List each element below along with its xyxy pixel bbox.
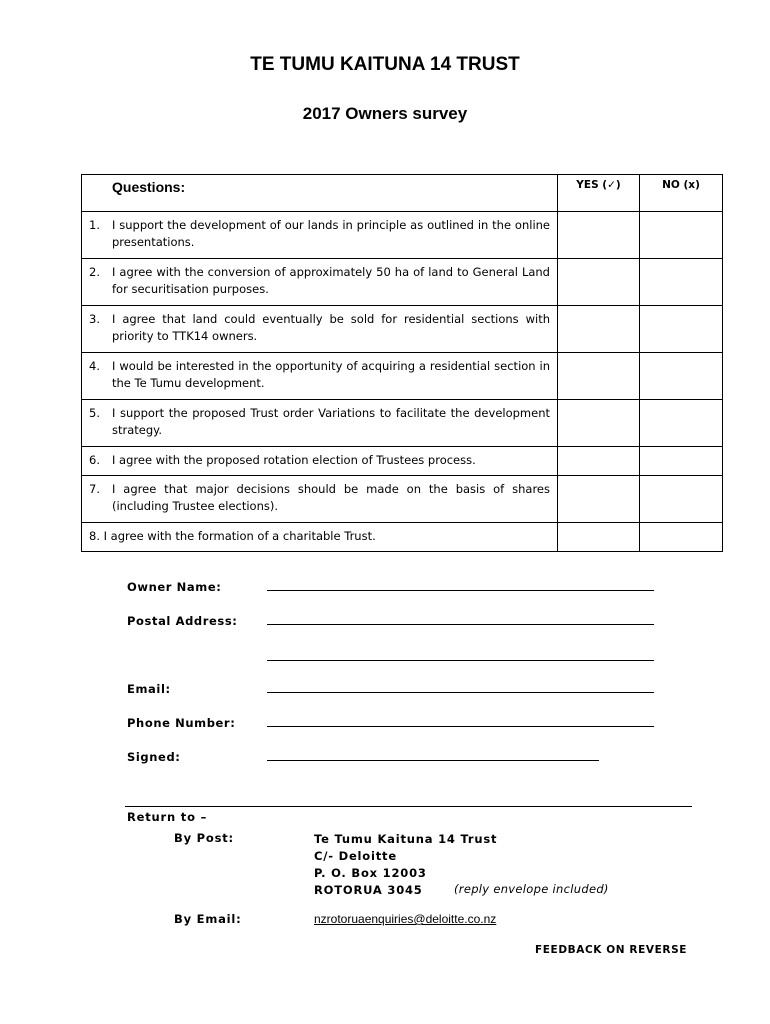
envelope-note: (reply envelope included) [454, 882, 609, 896]
signed-label: Signed: [127, 750, 181, 764]
question-text: I agree with the proposed rotation election of Trustees process. [112, 453, 476, 467]
no-checkbox-cell[interactable] [640, 353, 723, 400]
question-text: I would be interested in the opportunity of acquiring a residential section in the Te Tumu development. [112, 359, 550, 390]
postal-address-row-2 [127, 650, 667, 670]
yes-checkbox-cell[interactable] [558, 259, 640, 306]
yes-checkbox-cell[interactable] [558, 523, 640, 552]
no-checkbox-cell[interactable] [640, 447, 723, 476]
address-line: P. O. Box 12003 [314, 866, 427, 880]
question-text: I agree that land could eventually be sold for residential sections with priority to TTK14 owners. [112, 312, 550, 343]
question-number: 5. [89, 406, 100, 420]
email-field[interactable] [267, 692, 654, 693]
question-text: I agree with the conversion of approximately 50 ha of land to General Land for securitisation purposes. [112, 265, 550, 296]
yes-checkbox-cell[interactable] [558, 306, 640, 353]
phone-field[interactable] [267, 726, 654, 727]
no-checkbox-cell[interactable] [640, 212, 723, 259]
no-checkbox-cell[interactable] [640, 259, 723, 306]
table-row [82, 306, 723, 353]
no-checkbox-cell[interactable] [640, 523, 723, 552]
owner-name-row [127, 580, 667, 600]
feedback-on-reverse: FEEDBACK ON REVERSE [535, 944, 688, 956]
table-row [82, 212, 723, 259]
divider [125, 806, 692, 807]
question-number: 7. [89, 482, 100, 496]
question-number: 3. [89, 312, 100, 326]
table-row [82, 523, 723, 552]
email-label: Email: [127, 682, 171, 696]
email-row [127, 682, 667, 702]
yes-checkbox-cell[interactable] [558, 400, 640, 447]
return-email-link[interactable]: nzrotoruaenquiries@deloitte.co.nz [314, 912, 497, 926]
phone-label: Phone Number: [127, 716, 236, 730]
by-post-label: By Post: [174, 831, 234, 845]
survey-table [81, 174, 723, 552]
return-heading: Return to – [127, 810, 208, 824]
postal-address-field-line-2[interactable] [267, 660, 654, 661]
postal-address-field[interactable] [267, 624, 654, 625]
yes-checkbox-cell[interactable] [558, 212, 640, 259]
yes-checkbox-cell[interactable] [558, 447, 640, 476]
table-row [82, 259, 723, 306]
question-text: I support the development of our lands in principle as outlined in the online presentations. [112, 218, 550, 249]
question-text: I support the proposed Trust order Variations to facilitate the development strategy. [112, 406, 550, 437]
table-row [82, 476, 723, 523]
document-title: TE TUMU KAITUNA 14 TRUST [250, 54, 520, 75]
table-row [82, 353, 723, 400]
no-checkbox-cell[interactable] [640, 400, 723, 447]
document-subtitle: 2017 Owners survey [302, 104, 468, 123]
table-row [82, 447, 723, 476]
no-checkbox-cell[interactable] [640, 476, 723, 523]
phone-row [127, 716, 667, 736]
owner-name-field[interactable] [267, 590, 654, 591]
question-text: 8. I agree with the formation of a charitable Trust. [89, 529, 376, 543]
table-row [82, 400, 723, 447]
question-number: 6. [89, 453, 100, 467]
signed-row [127, 750, 667, 770]
yes-checkbox-cell[interactable] [558, 476, 640, 523]
table-header-row [82, 175, 723, 212]
question-text: I agree that major decisions should be made on the basis of shares (including Trustee elections). [112, 482, 550, 513]
address-line: Te Tumu Kaituna 14 Trust [314, 832, 498, 846]
postal-address-label: Postal Address: [127, 614, 238, 628]
address-line: C/- Deloitte [314, 849, 397, 863]
owner-name-label: Owner Name: [127, 580, 222, 594]
no-checkbox-cell[interactable] [640, 306, 723, 353]
question-number: 4. [89, 359, 100, 373]
question-number: 1. [89, 218, 100, 232]
question-number: 2. [89, 265, 100, 279]
postal-address-row [127, 614, 667, 634]
questions-header: Questions: [82, 175, 558, 212]
by-email-label: By Email: [174, 912, 242, 926]
yes-checkbox-cell[interactable] [558, 353, 640, 400]
address-line: ROTORUA 3045 [314, 883, 423, 897]
yes-header: YES (✓) [558, 175, 640, 212]
no-header: NO (x) [640, 175, 723, 212]
signature-field[interactable] [267, 760, 599, 761]
